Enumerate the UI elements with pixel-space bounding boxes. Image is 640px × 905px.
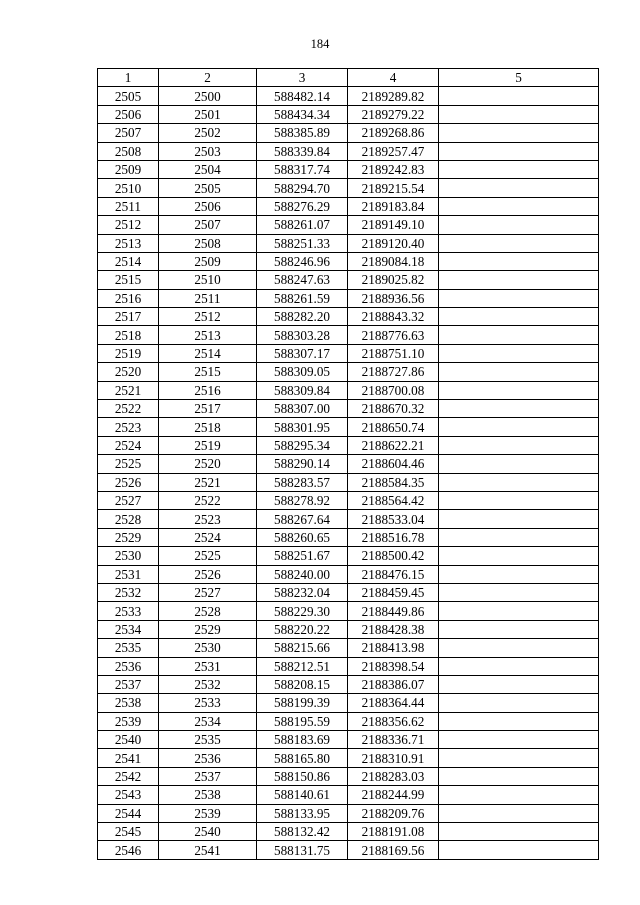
table-cell-col-1: 2546 — [98, 841, 159, 859]
table-cell-col-4: 2189242.83 — [348, 160, 439, 178]
table-cell-col-4: 2188622.21 — [348, 436, 439, 454]
table-row — [98, 510, 599, 528]
table-cell-col-4: 2188386.07 — [348, 675, 439, 693]
table-cell-col-3: 588240.00 — [257, 565, 348, 583]
table-cell-col-5 — [439, 602, 599, 620]
table-cell-col-1: 2531 — [98, 565, 159, 583]
table-cell-col-5 — [439, 344, 599, 362]
table-cell-col-5 — [439, 657, 599, 675]
table-cell-col-5 — [439, 675, 599, 693]
table-cell-col-2: 2502 — [159, 124, 257, 142]
table-cell-col-3: 588295.34 — [257, 436, 348, 454]
table-cell-col-1: 2525 — [98, 455, 159, 473]
table-cell-col-3: 588232.04 — [257, 583, 348, 601]
table-cell-col-2: 2513 — [159, 326, 257, 344]
table-cell-col-3: 588307.17 — [257, 344, 348, 362]
table-cell-col-4: 2189084.18 — [348, 252, 439, 270]
table-cell-col-4: 2188650.74 — [348, 418, 439, 436]
table-cell-col-2: 2501 — [159, 105, 257, 123]
table-cell-col-1: 2522 — [98, 400, 159, 418]
table-row — [98, 381, 599, 399]
table-cell-col-3: 588482.14 — [257, 87, 348, 105]
table-row — [98, 197, 599, 215]
table-row — [98, 786, 599, 804]
table-row — [98, 308, 599, 326]
table-row — [98, 657, 599, 675]
table-row — [98, 124, 599, 142]
table-cell-col-2: 2512 — [159, 308, 257, 326]
table-cell-col-3: 588385.89 — [257, 124, 348, 142]
table-cell-col-3: 588133.95 — [257, 804, 348, 822]
table-cell-col-2: 2504 — [159, 160, 257, 178]
table-cell-col-2: 2535 — [159, 731, 257, 749]
table-cell-col-2: 2508 — [159, 234, 257, 252]
table-cell-col-1: 2534 — [98, 620, 159, 638]
table-row — [98, 344, 599, 362]
table-cell-col-5 — [439, 400, 599, 418]
table-cell-col-1: 2540 — [98, 731, 159, 749]
table-row — [98, 841, 599, 859]
table-row — [98, 252, 599, 270]
table-cell-col-3: 588260.65 — [257, 528, 348, 546]
table-row — [98, 767, 599, 785]
table-cell-col-1: 2509 — [98, 160, 159, 178]
table-cell-col-5 — [439, 455, 599, 473]
table-cell-col-5 — [439, 381, 599, 399]
table-row — [98, 528, 599, 546]
table-row — [98, 675, 599, 693]
table-cell-col-5 — [439, 841, 599, 859]
table-cell-col-4: 2188283.03 — [348, 767, 439, 785]
table-cell-col-1: 2533 — [98, 602, 159, 620]
table-cell-col-3: 588309.84 — [257, 381, 348, 399]
table-cell-col-2: 2531 — [159, 657, 257, 675]
table-row — [98, 216, 599, 234]
table-cell-col-1: 2516 — [98, 289, 159, 307]
table-cell-col-1: 2530 — [98, 547, 159, 565]
table-cell-col-1: 2529 — [98, 528, 159, 546]
table-cell-col-5 — [439, 749, 599, 767]
table-cell-col-3: 588267.64 — [257, 510, 348, 528]
table-cell-col-3: 588276.29 — [257, 197, 348, 215]
table-row — [98, 731, 599, 749]
table-row — [98, 326, 599, 344]
table-cell-col-3: 588307.00 — [257, 400, 348, 418]
table-cell-col-2: 2529 — [159, 620, 257, 638]
table-cell-col-3: 588339.84 — [257, 142, 348, 160]
table-cell-col-5 — [439, 510, 599, 528]
table-cell-col-4: 2188364.44 — [348, 694, 439, 712]
table-body — [98, 87, 599, 859]
table-row — [98, 289, 599, 307]
table-cell-col-1: 2508 — [98, 142, 159, 160]
table-cell-col-2: 2514 — [159, 344, 257, 362]
table-row — [98, 583, 599, 601]
table-cell-col-2: 2509 — [159, 252, 257, 270]
table-cell-col-4: 2188398.54 — [348, 657, 439, 675]
header-cell-2: 2 — [159, 69, 257, 87]
table-cell-col-4: 2188751.10 — [348, 344, 439, 362]
table-cell-col-5 — [439, 547, 599, 565]
table-cell-col-4: 2188727.86 — [348, 363, 439, 381]
table-cell-col-4: 2188843.32 — [348, 308, 439, 326]
table-cell-col-5 — [439, 179, 599, 197]
table-cell-col-3: 588150.86 — [257, 767, 348, 785]
table-cell-col-3: 588195.59 — [257, 712, 348, 730]
table-cell-col-5 — [439, 363, 599, 381]
table-cell-col-1: 2542 — [98, 767, 159, 785]
table-row — [98, 694, 599, 712]
table-cell-col-5 — [439, 767, 599, 785]
table-cell-col-5 — [439, 565, 599, 583]
table-cell-col-4: 2188936.56 — [348, 289, 439, 307]
table-cell-col-2: 2521 — [159, 473, 257, 491]
table-cell-col-2: 2503 — [159, 142, 257, 160]
table-cell-col-2: 2538 — [159, 786, 257, 804]
table-cell-col-5 — [439, 639, 599, 657]
table-cell-col-2: 2517 — [159, 400, 257, 418]
table-cell-col-2: 2510 — [159, 271, 257, 289]
table-row — [98, 804, 599, 822]
table-cell-col-4: 2189279.22 — [348, 105, 439, 123]
table-cell-col-3: 588251.33 — [257, 234, 348, 252]
table-cell-col-3: 588132.42 — [257, 823, 348, 841]
table-cell-col-3: 588309.05 — [257, 363, 348, 381]
header-row — [98, 69, 599, 87]
table-cell-col-2: 2527 — [159, 583, 257, 601]
table-cell-col-4: 2188476.15 — [348, 565, 439, 583]
table-cell-col-3: 588434.34 — [257, 105, 348, 123]
table-cell-col-2: 2523 — [159, 510, 257, 528]
table-cell-col-3: 588261.59 — [257, 289, 348, 307]
table-cell-col-2: 2505 — [159, 179, 257, 197]
table-cell-col-2: 2522 — [159, 491, 257, 509]
table-cell-col-3: 588246.96 — [257, 252, 348, 270]
table-cell-col-3: 588283.57 — [257, 473, 348, 491]
table-cell-col-3: 588140.61 — [257, 786, 348, 804]
table-cell-col-4: 2188336.71 — [348, 731, 439, 749]
table-cell-col-3: 588199.39 — [257, 694, 348, 712]
table-cell-col-4: 2189268.86 — [348, 124, 439, 142]
table-cell-col-1: 2506 — [98, 105, 159, 123]
table-cell-col-3: 588301.95 — [257, 418, 348, 436]
table-cell-col-3: 588278.92 — [257, 491, 348, 509]
header-cell-1: 1 — [98, 69, 159, 87]
table-row — [98, 179, 599, 197]
table-cell-col-1: 2515 — [98, 271, 159, 289]
table-cell-col-5 — [439, 473, 599, 491]
table-cell-col-1: 2512 — [98, 216, 159, 234]
table-cell-col-1: 2511 — [98, 197, 159, 215]
table-cell-col-2: 2530 — [159, 639, 257, 657]
table-cell-col-5 — [439, 197, 599, 215]
table-cell-col-3: 588215.66 — [257, 639, 348, 657]
table-cell-col-3: 588131.75 — [257, 841, 348, 859]
table-row — [98, 712, 599, 730]
table-cell-col-2: 2511 — [159, 289, 257, 307]
coordinates-table — [97, 68, 599, 860]
table-cell-col-4: 2189120.40 — [348, 234, 439, 252]
table-cell-col-2: 2506 — [159, 197, 257, 215]
table-cell-col-5 — [439, 436, 599, 454]
table-cell-col-1: 2521 — [98, 381, 159, 399]
table-cell-col-1: 2536 — [98, 657, 159, 675]
table-cell-col-2: 2500 — [159, 87, 257, 105]
table-row — [98, 400, 599, 418]
table-cell-col-3: 588251.67 — [257, 547, 348, 565]
table-cell-col-5 — [439, 105, 599, 123]
table-cell-col-2: 2539 — [159, 804, 257, 822]
table-cell-col-3: 588317.74 — [257, 160, 348, 178]
table-cell-col-2: 2541 — [159, 841, 257, 859]
table-cell-col-4: 2189289.82 — [348, 87, 439, 105]
table-cell-col-4: 2189183.84 — [348, 197, 439, 215]
table-cell-col-1: 2532 — [98, 583, 159, 601]
table-cell-col-5 — [439, 271, 599, 289]
table-row — [98, 160, 599, 178]
table-cell-col-5 — [439, 712, 599, 730]
table-cell-col-4: 2188449.86 — [348, 602, 439, 620]
table-cell-col-3: 588165.80 — [257, 749, 348, 767]
header-cell-4: 4 — [348, 69, 439, 87]
table-cell-col-3: 588294.70 — [257, 179, 348, 197]
table-cell-col-5 — [439, 620, 599, 638]
table-cell-col-4: 2188356.62 — [348, 712, 439, 730]
table-cell-col-2: 2524 — [159, 528, 257, 546]
table-cell-col-1: 2513 — [98, 234, 159, 252]
table-cell-col-4: 2189257.47 — [348, 142, 439, 160]
table-cell-col-2: 2526 — [159, 565, 257, 583]
table-cell-col-1: 2527 — [98, 491, 159, 509]
table-cell-col-2: 2507 — [159, 216, 257, 234]
table-row — [98, 749, 599, 767]
table-cell-col-2: 2534 — [159, 712, 257, 730]
table-cell-col-1: 2505 — [98, 87, 159, 105]
page-number: 184 — [310, 37, 330, 51]
table-cell-col-1: 2517 — [98, 308, 159, 326]
table-cell-col-3: 588282.20 — [257, 308, 348, 326]
table-cell-col-5 — [439, 160, 599, 178]
table-header — [98, 69, 599, 87]
table-cell-col-4: 2189025.82 — [348, 271, 439, 289]
header-cell-5: 5 — [439, 69, 599, 87]
table-cell-col-5 — [439, 491, 599, 509]
table-cell-col-2: 2540 — [159, 823, 257, 841]
table-cell-col-4: 2188244.99 — [348, 786, 439, 804]
table-cell-col-5 — [439, 216, 599, 234]
table-cell-col-1: 2541 — [98, 749, 159, 767]
table-cell-col-2: 2515 — [159, 363, 257, 381]
table-cell-col-4: 2188310.91 — [348, 749, 439, 767]
table-cell-col-4: 2188516.78 — [348, 528, 439, 546]
table-cell-col-5 — [439, 289, 599, 307]
table-row — [98, 271, 599, 289]
table-cell-col-5 — [439, 142, 599, 160]
table-row — [98, 105, 599, 123]
table-row — [98, 142, 599, 160]
table-cell-col-1: 2528 — [98, 510, 159, 528]
table-cell-col-4: 2188776.63 — [348, 326, 439, 344]
table-row — [98, 620, 599, 638]
table-cell-col-5 — [439, 418, 599, 436]
table-cell-col-1: 2526 — [98, 473, 159, 491]
table-cell-col-3: 588183.69 — [257, 731, 348, 749]
table-cell-col-2: 2516 — [159, 381, 257, 399]
table-cell-col-3: 588261.07 — [257, 216, 348, 234]
table-cell-col-4: 2189149.10 — [348, 216, 439, 234]
table-row — [98, 491, 599, 509]
table-row — [98, 418, 599, 436]
table-cell-col-5 — [439, 804, 599, 822]
table-cell-col-2: 2518 — [159, 418, 257, 436]
table-cell-col-1: 2544 — [98, 804, 159, 822]
table-cell-col-1: 2514 — [98, 252, 159, 270]
table-cell-col-4: 2188413.98 — [348, 639, 439, 657]
table-cell-col-4: 2188533.04 — [348, 510, 439, 528]
table-cell-col-4: 2188564.42 — [348, 491, 439, 509]
table-cell-col-5 — [439, 731, 599, 749]
table-cell-col-3: 588212.51 — [257, 657, 348, 675]
table-cell-col-3: 588229.30 — [257, 602, 348, 620]
table-cell-col-4: 2188428.38 — [348, 620, 439, 638]
table-cell-col-1: 2537 — [98, 675, 159, 693]
table-cell-col-4: 2189215.54 — [348, 179, 439, 197]
table-cell-col-3: 588303.28 — [257, 326, 348, 344]
table-cell-col-1: 2535 — [98, 639, 159, 657]
table-cell-col-2: 2537 — [159, 767, 257, 785]
table-cell-col-1: 2510 — [98, 179, 159, 197]
table-cell-col-5 — [439, 694, 599, 712]
table-row — [98, 234, 599, 252]
table-cell-col-1: 2520 — [98, 363, 159, 381]
table-cell-col-5 — [439, 87, 599, 105]
table-row — [98, 565, 599, 583]
table-cell-col-5 — [439, 234, 599, 252]
table-cell-col-3: 588290.14 — [257, 455, 348, 473]
table-cell-col-2: 2519 — [159, 436, 257, 454]
table-cell-col-4: 2188459.45 — [348, 583, 439, 601]
table-cell-col-3: 588220.22 — [257, 620, 348, 638]
table-cell-col-5 — [439, 326, 599, 344]
table-cell-col-1: 2539 — [98, 712, 159, 730]
table-cell-col-1: 2545 — [98, 823, 159, 841]
table-cell-col-1: 2524 — [98, 436, 159, 454]
table-cell-col-1: 2519 — [98, 344, 159, 362]
table-cell-col-2: 2528 — [159, 602, 257, 620]
table-cell-col-1: 2538 — [98, 694, 159, 712]
header-cell-3: 3 — [257, 69, 348, 87]
table-cell-col-1: 2523 — [98, 418, 159, 436]
table-cell-col-4: 2188584.35 — [348, 473, 439, 491]
table-row — [98, 639, 599, 657]
table-cell-col-2: 2525 — [159, 547, 257, 565]
table-cell-col-4: 2188209.76 — [348, 804, 439, 822]
table-cell-col-1: 2543 — [98, 786, 159, 804]
table-cell-col-1: 2518 — [98, 326, 159, 344]
table-cell-col-2: 2533 — [159, 694, 257, 712]
table-cell-col-4: 2188500.42 — [348, 547, 439, 565]
table-cell-col-2: 2520 — [159, 455, 257, 473]
table-cell-col-4: 2188670.32 — [348, 400, 439, 418]
table-cell-col-4: 2188169.56 — [348, 841, 439, 859]
table-row — [98, 823, 599, 841]
table-row — [98, 602, 599, 620]
table-cell-col-5 — [439, 823, 599, 841]
table-cell-col-3: 588208.15 — [257, 675, 348, 693]
table-cell-col-2: 2532 — [159, 675, 257, 693]
table-row — [98, 87, 599, 105]
table-row — [98, 363, 599, 381]
table-cell-col-5 — [439, 786, 599, 804]
table-row — [98, 547, 599, 565]
table-cell-col-5 — [439, 528, 599, 546]
table-row — [98, 436, 599, 454]
table-cell-col-5 — [439, 252, 599, 270]
table-row — [98, 455, 599, 473]
table-cell-col-3: 588247.63 — [257, 271, 348, 289]
table-cell-col-1: 2507 — [98, 124, 159, 142]
table-cell-col-5 — [439, 124, 599, 142]
table-row — [98, 473, 599, 491]
table-cell-col-2: 2536 — [159, 749, 257, 767]
table-cell-col-4: 2188191.08 — [348, 823, 439, 841]
table-cell-col-5 — [439, 583, 599, 601]
table-cell-col-4: 2188604.46 — [348, 455, 439, 473]
table-cell-col-4: 2188700.08 — [348, 381, 439, 399]
table-cell-col-5 — [439, 308, 599, 326]
